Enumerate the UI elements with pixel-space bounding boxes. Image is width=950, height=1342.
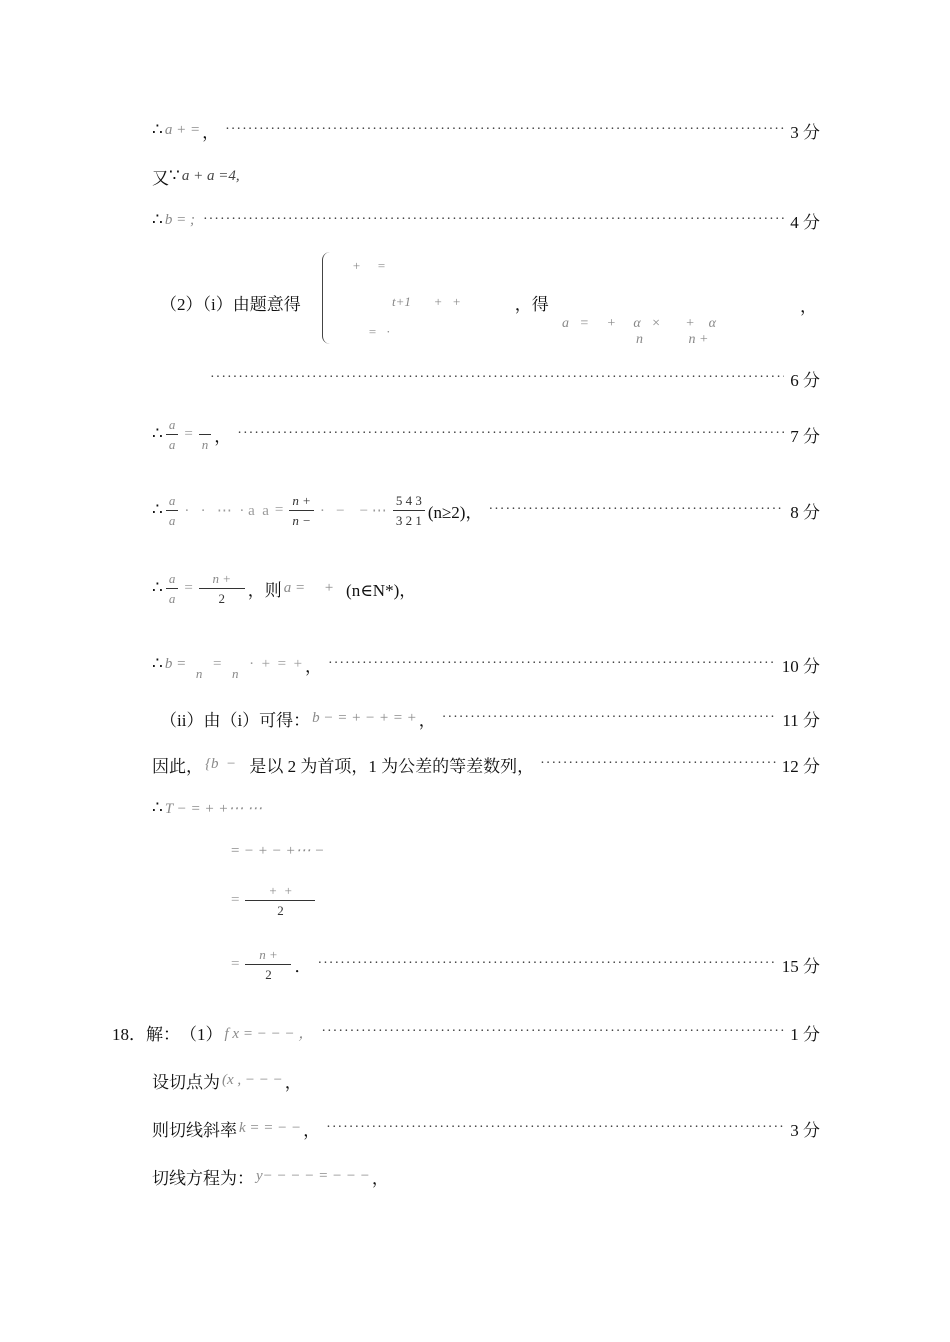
tangent-point-label: 设切点为 [152, 1072, 220, 1092]
solution-line-8: ∴ b = n = n · + = + ， ····· 10 分 [152, 644, 820, 684]
dot-leader [488, 496, 784, 524]
equation-fragment: T − = + +⋯ ⋯ [164, 800, 263, 817]
dot-leader [203, 206, 784, 234]
condition: (n≥2)， [427, 502, 483, 522]
solution-line-5: ∴ $\frac{a}{a}$ = n ， ····· 7 分 [152, 416, 820, 452]
solution-line-11 [152, 794, 820, 822]
therefore-symbol: ∴ [152, 578, 163, 597]
solution-line-9: （ii）由（i）可得： b − = + − + = + ， ····· 11 分 [160, 704, 820, 732]
solution-line-15 [112, 1018, 820, 1046]
dot-leader [321, 1018, 784, 1046]
part-label: （1） [180, 1024, 223, 1044]
therefore-symbol: ∴ [152, 120, 163, 139]
solution-line-12 [228, 836, 820, 864]
dot-leader [237, 420, 784, 448]
therefore-symbol: ∴ [152, 500, 163, 519]
system-row-3: = · [368, 324, 390, 339]
equation-fragment: = − + − +⋯ − [230, 842, 325, 859]
dot-leader [328, 650, 776, 678]
part-label: （2）（i）由题意得 [160, 294, 301, 314]
solution-line-4 [160, 288, 820, 316]
therefore-symbol: ∴ [152, 424, 163, 443]
equation-fragment: (x , − − − [222, 1071, 283, 1088]
sequence-statement: 是以 2 为首项，1 为公差的等差数列， [249, 756, 535, 776]
solution-line-17: 则切线斜率 k = = − − ， ····· 3 分 [152, 1114, 820, 1142]
score-label: 15 分 [781, 956, 820, 976]
therefore-symbol: ∴ [152, 654, 163, 673]
solution-line-16: 设切点为 (x , − − − ， [152, 1066, 820, 1094]
therefore-symbol: ∴ [152, 210, 163, 229]
solution-line-1: ∴ a + = ， ····· 3 分 [152, 116, 820, 144]
dot-leader [210, 364, 784, 392]
solution-line-18: 切线方程为： y− − − − = − − − ， [152, 1162, 820, 1190]
ratio-fraction: $\frac{a}{a}$ [166, 417, 179, 452]
hence-word: 因此， [152, 756, 203, 776]
again-word: 又 [152, 168, 169, 188]
rhs-fraction: n [199, 417, 212, 452]
solution-line-7: ∴ $\frac{a}{a}$ = $\frac{n +}{2}$ ，则 a = + (n∈N*)， [152, 570, 417, 606]
condition: (n∈N*)， [346, 580, 417, 600]
score-label: 8 分 [790, 502, 820, 522]
solution-line-14: = $\frac{n +}{2}$ ． ····· 15 分 [228, 942, 820, 986]
equation-fragment: k = = − − [239, 1119, 302, 1136]
equation-fragment: f x = − − − ， [224, 1025, 314, 1042]
chain-fraction: $\frac{5 4 3}{3 2 1}$ [393, 493, 425, 528]
problem-number: 18． [112, 1024, 146, 1044]
solution-line-4b [210, 364, 820, 392]
system-row-2: t+1 + + [392, 294, 461, 309]
solution-line-10: 因此， {b − 是以 2 为首项，1 为公差的等差数列， ····· 12 分 [152, 750, 820, 778]
score-label: 3 分 [790, 122, 820, 142]
dot-leader [540, 750, 776, 778]
solution-line-6: ∴ $\frac{a}{a}$ · · ⋯ · a a = $\frac{n +}{n -}$ · − − ⋯ $\frac{5 4 3}{3 2 1}$ (n≥2)， ····· 8 分 [152, 490, 820, 530]
score-label: 12 分 [781, 756, 820, 776]
dot-leader [326, 1114, 784, 1142]
equation-fragment: a + a =4, [181, 167, 240, 184]
dot-leader [442, 704, 777, 732]
solution-word: 解： [146, 1024, 180, 1044]
score-label: 11 分 [782, 710, 820, 730]
trailing-comma: ， [800, 297, 817, 316]
solution-line-2 [152, 162, 820, 190]
solution-line-3 [152, 206, 820, 234]
because-symbol: ∵ [169, 166, 180, 185]
score-label: 6 分 [790, 370, 820, 390]
dot-leader [225, 116, 784, 144]
dot-leader [317, 950, 775, 978]
score-label: 7 分 [790, 426, 820, 446]
solution-line-13: = $\frac{+ +}{2}$ [228, 878, 820, 922]
equation-fragment: b = [164, 655, 187, 672]
therefore-symbol: ∴ [152, 798, 163, 817]
score-label: 3 分 [790, 1120, 820, 1140]
get-word: ，得 [514, 294, 549, 314]
score-label: 10 分 [781, 656, 820, 676]
recurrence-fragment: a = + α × + α [562, 316, 716, 331]
tangent-equation-label: 切线方程为： [152, 1168, 254, 1188]
score-label: 4 分 [790, 212, 820, 232]
equation-fragment: b = ; [164, 211, 195, 228]
score-label: 1 分 [790, 1024, 820, 1044]
part-label: （ii）由（i）可得： [160, 710, 311, 730]
equation-fragment: b − = + − + = + [312, 709, 417, 726]
equation-fragment: a + = [164, 121, 201, 138]
system-row-1: + = [352, 258, 386, 273]
slope-label: 则切线斜率 [152, 1120, 237, 1140]
then-word: ，则 [247, 580, 282, 600]
equation-fragment: y− − − − = − − − [256, 1167, 370, 1184]
